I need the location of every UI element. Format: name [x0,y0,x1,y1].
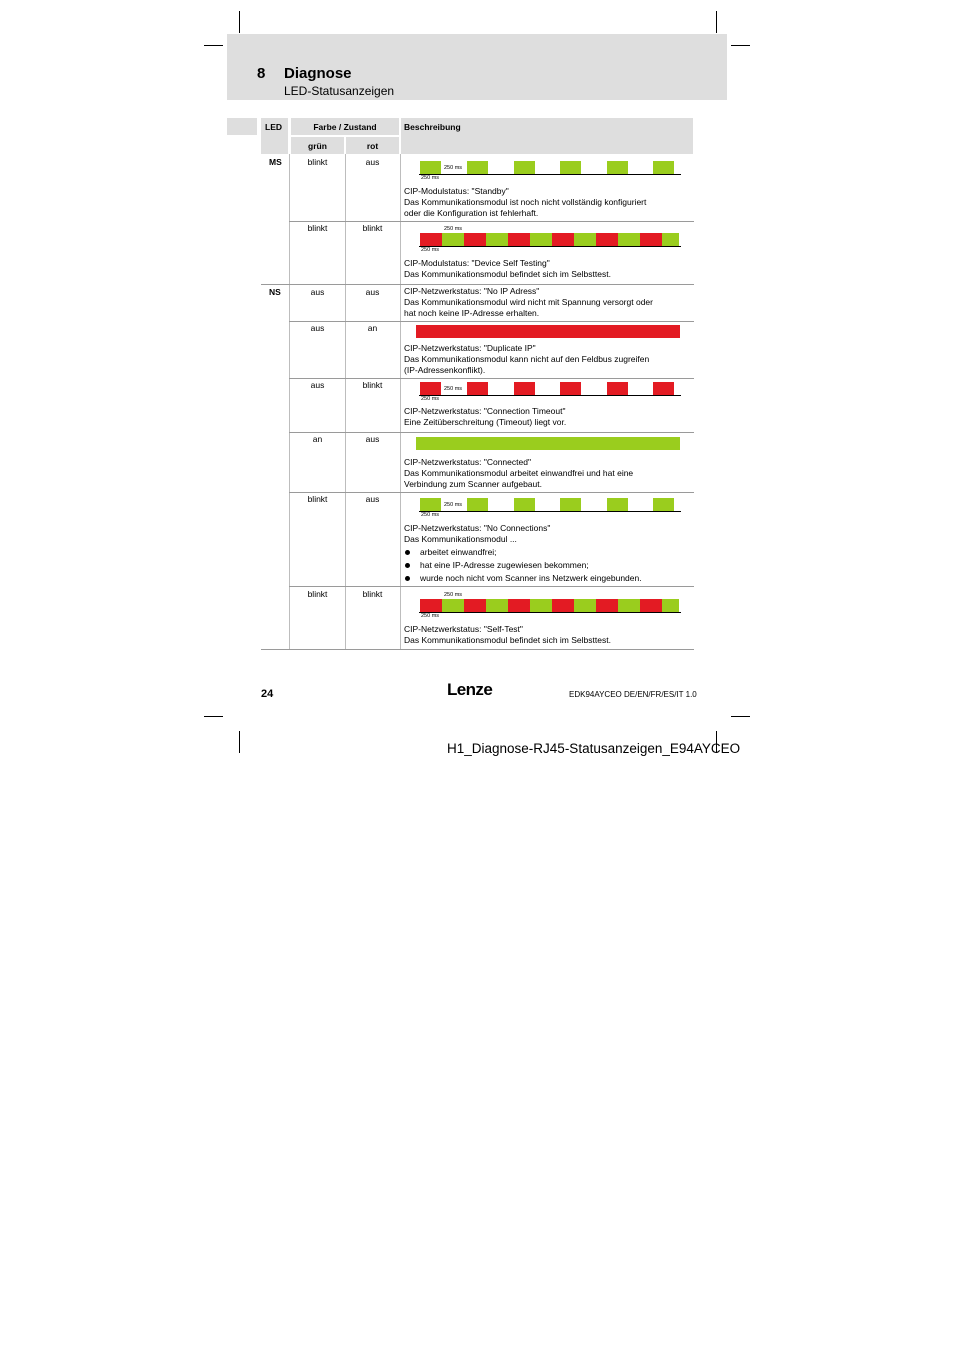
chapter-subtitle: LED-Statusanzeigen [284,84,395,98]
side-tab [227,118,257,135]
state-rot: blinkt [362,223,383,233]
state-gruen: blinkt [307,157,328,167]
row-divider [289,321,694,322]
timing-label: 250 ms [444,592,463,598]
description-line: Das Kommunikationsmodul ... [404,534,517,544]
state-gruen: aus [310,323,325,333]
header-gruen: grün [291,137,344,154]
bullet-item: arbeitet einwandfrei; [404,547,690,558]
page-number: 24 [261,688,274,700]
crop-mark [716,11,717,33]
blink-diagram [416,592,682,622]
state-rot: blinkt [362,380,383,390]
header-led: LED [261,118,288,154]
bullet-item: wurde noch nicht vom Scanner ins Netzwerk eingebunden. [404,573,690,584]
crop-mark [731,45,750,46]
timing-label: 250 ms [444,502,463,508]
column-divider [400,154,401,650]
steady-green-bar [416,436,682,452]
state-rot: aus [365,287,380,297]
description-line: CIP-Netzwerkstatus: "Self-Test" [404,624,523,634]
state-gruen: blinkt [307,589,328,599]
document-code: EDK94AYCEO DE/EN/FR/ES/IT 1.0 [569,690,697,699]
crop-mark [204,45,223,46]
row-divider [289,492,694,493]
header-beschreibung: Beschreibung [401,118,693,154]
description [404,343,690,376]
chapter-header [227,34,727,100]
row-divider [289,221,694,222]
led-name: NS [269,287,281,297]
description-line: Das Kommunikationsmodul kann nicht auf den Feldbus zugreifen [404,354,650,364]
blink-diagram [416,381,682,405]
description-line: CIP-Netzwerkstatus: "No IP Adress" [404,286,540,296]
description-line: CIP-Netzwerkstatus: "No Connections" [404,523,551,533]
blink-diagram [416,226,682,256]
crop-mark [239,11,240,33]
description-line: CIP-Netzwerkstatus: "Connection Timeout" [404,406,566,416]
state-rot: an [367,323,378,333]
description-line: oder die Konfiguration ist fehlerhaft. [404,208,539,218]
description-line: CIP-Netzwerkstatus: "Duplicate IP" [404,343,536,353]
state-gruen: aus [310,380,325,390]
timing-label: 250 ms [421,247,440,253]
description-line: CIP-Netzwerkstatus: "Connected" [404,457,531,467]
led-name: MS [269,157,282,167]
description-line: CIP-Modulstatus: "Device Self Testing" [404,258,550,268]
description-line: Das Kommunikationsmodul wird nicht mit Spannung versorgt oder [404,297,653,307]
chapter-number: 8 [257,65,266,82]
description [404,406,690,428]
steady-red-bar [416,324,682,340]
timing-label: 250 ms [421,175,440,181]
state-rot: aus [365,434,380,444]
row-divider [289,378,694,379]
timing-label: 250 ms [421,512,440,518]
lenze-logo: Lenze [447,680,493,699]
description-line: hat noch keine IP-Adresse erhalten. [404,308,540,318]
state-gruen: an [312,434,323,444]
table-bottom [261,649,694,650]
header-farbe: Farbe / Zustand [291,118,399,135]
description-line: (IP-Adressenkonflikt). [404,365,486,375]
description-line: Eine Zeitüberschreitung (Timeout) liegt vor. [404,417,567,427]
description-line: Das Kommunikationsmodul befindet sich im Selbsttest. [404,635,611,645]
state-rot: aus [365,494,380,504]
timing-label: 250 ms [421,396,440,402]
bullet-item: hat eine IP-Adresse zugewiesen bekommen; [404,560,690,571]
state-rot: aus [365,157,380,167]
description [404,186,690,219]
description-line: Das Kommunikationsmodul arbeitet einwandfrei und hat eine [404,468,634,478]
file-name: H1_Diagnose-RJ45-Statusanzeigen_E94AYCEO [447,741,741,756]
description [404,523,690,584]
timing-label: 250 ms [421,613,440,619]
crop-mark [204,716,223,717]
description [404,624,690,646]
state-gruen: blinkt [307,223,328,233]
timing-label: 250 ms [444,165,463,171]
description [404,258,690,280]
timing-label: 250 ms [444,386,463,392]
description-line: CIP-Modulstatus: "Standby" [404,186,509,196]
description [404,286,690,319]
crop-mark [239,731,240,753]
chapter-title: Diagnose [284,65,352,82]
row-divider [289,432,694,433]
state-gruen: blinkt [307,494,328,504]
description-line: Das Kommunikationsmodul ist noch nicht vollständig konfiguriert [404,197,647,207]
blink-diagram [416,497,682,521]
column-divider [289,154,290,650]
blink-diagram [416,160,682,184]
state-gruen: aus [310,287,325,297]
crop-mark [731,716,750,717]
description [404,457,690,490]
description-line: Das Kommunikationsmodul befindet sich im Selbsttest. [404,269,611,279]
row-divider [261,284,694,285]
header-rot: rot [346,137,399,154]
state-rot: blinkt [362,589,383,599]
description-line: Verbindung zum Scanner aufgebaut. [404,479,542,489]
row-divider [289,586,694,587]
timing-label: 250 ms [444,226,463,232]
